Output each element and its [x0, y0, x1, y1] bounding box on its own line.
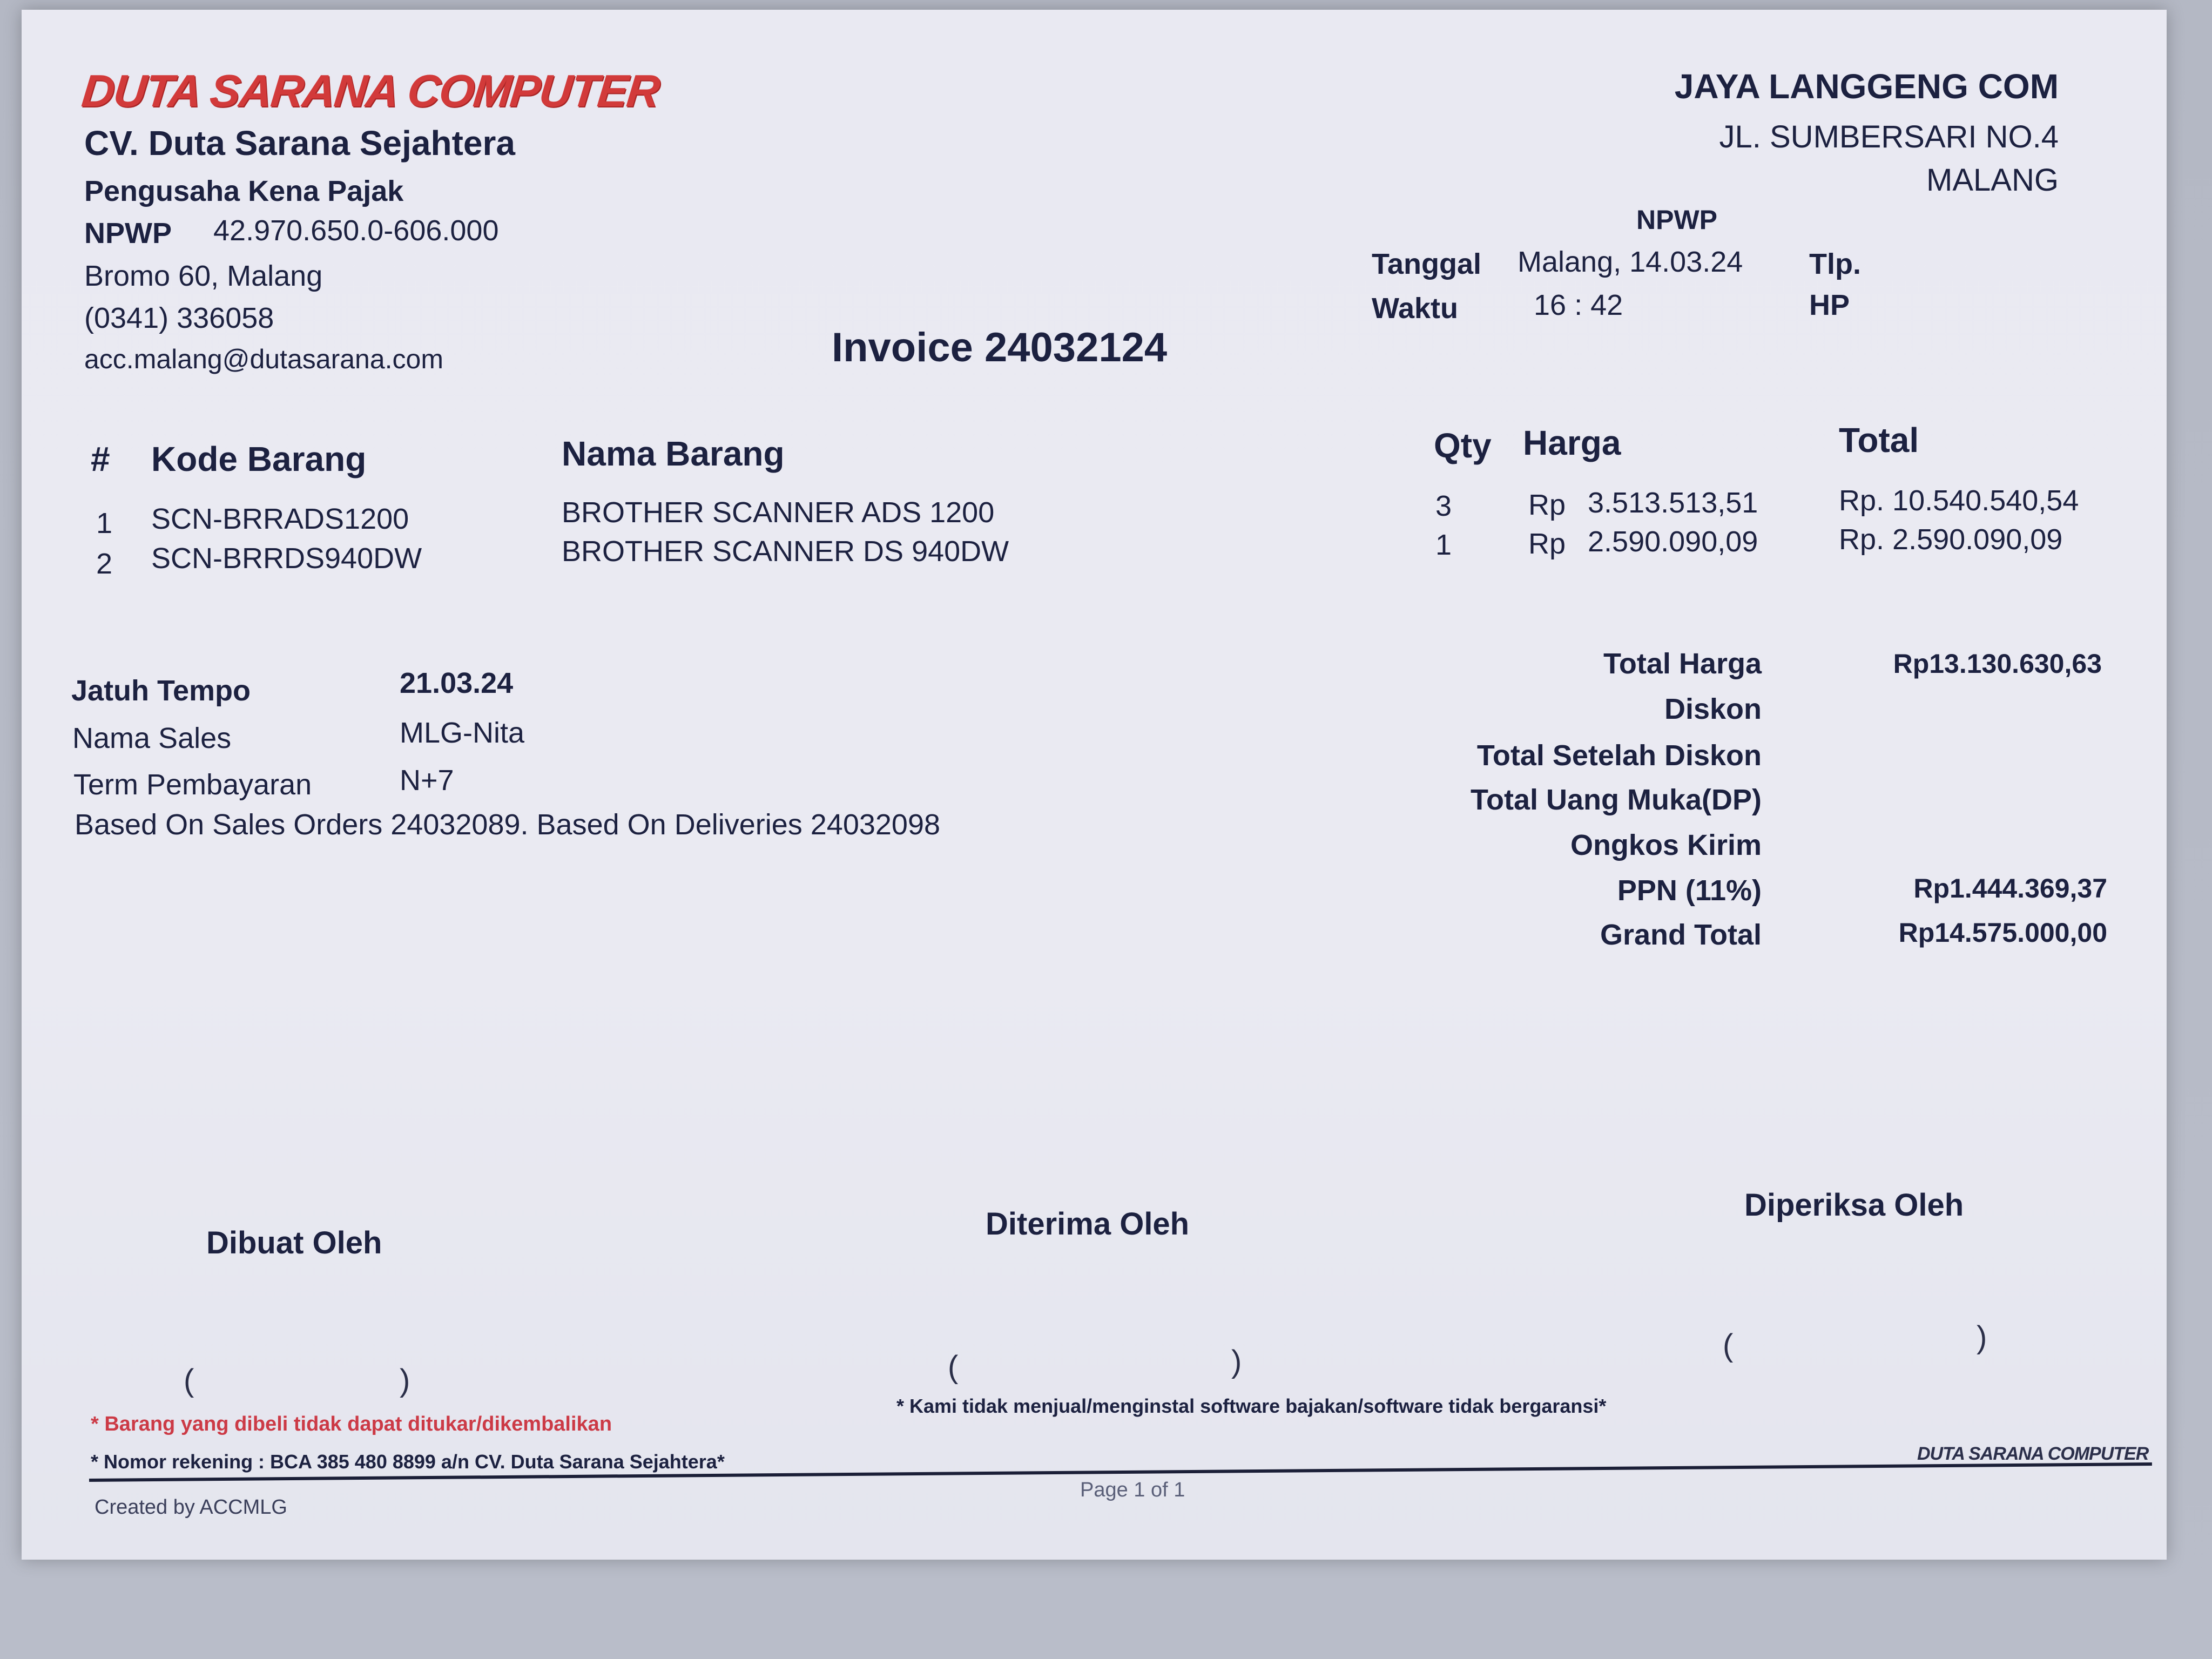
row-1-code: SCN-BRRADS1200	[151, 503, 409, 535]
diskon-label: Diskon	[1664, 693, 1762, 725]
col-header-total: Total	[1839, 421, 1919, 460]
hp-label: HP	[1809, 289, 1850, 321]
sig-checked-label: Diperiksa Oleh	[1744, 1188, 1964, 1223]
company-address: Bromo 60, Malang	[84, 260, 323, 292]
total-harga-value: Rp13.130.630,63	[1893, 649, 2102, 679]
footer-logo: DUTA SARANA COMPUTER	[1917, 1444, 2149, 1464]
term-value: N+7	[400, 764, 454, 797]
customer-npwp-label: NPWP	[1636, 205, 1717, 235]
company-email: acc.malang@dutasarana.com	[84, 344, 443, 374]
row-1-total: Rp. 10.540.540,54	[1839, 484, 2079, 517]
footer-page-number: Page 1 of 1	[1080, 1479, 1185, 1501]
invoice-paper	[22, 10, 2167, 1560]
sig-checked-paren-close: )	[1977, 1320, 1987, 1355]
time-value: 16 : 42	[1534, 289, 1623, 321]
row-2-no: 2	[96, 548, 113, 580]
col-header-qty: Qty	[1434, 426, 1492, 465]
sig-created-paren-close: )	[400, 1363, 410, 1398]
customer-address: JL. SUMBERSARI NO.4	[1719, 119, 2059, 154]
company-tax-status: Pengusaha Kena Pajak	[84, 175, 404, 207]
due-label: Jatuh Tempo	[71, 675, 251, 707]
company-npwp-label: NPWP	[84, 217, 172, 249]
col-header-name: Nama Barang	[562, 434, 785, 473]
sig-received-paren-close: )	[1231, 1344, 1242, 1379]
sales-label: Nama Sales	[72, 722, 232, 754]
note-software: * Kami tidak menjual/menginstal software bajakan/software tidak bergaransi*	[896, 1395, 1607, 1417]
col-header-code: Kode Barang	[151, 440, 367, 478]
note-no-return: * Barang yang dibeli tidak dapat ditukar/dikembalikan	[91, 1413, 612, 1435]
col-header-price: Harga	[1523, 423, 1621, 462]
company-phone: (0341) 336058	[84, 302, 274, 334]
row-1-no: 1	[96, 507, 113, 539]
customer-city: MALANG	[1926, 163, 2059, 198]
tlp-label: Tlp.	[1809, 248, 1861, 280]
company-npwp-value: 42.970.650.0-606.000	[213, 214, 499, 247]
col-header-no: #	[91, 440, 110, 478]
due-value: 21.03.24	[400, 667, 514, 699]
row-2-total: Rp. 2.590.090,09	[1839, 523, 2063, 556]
row-2-qty: 1	[1435, 529, 1452, 561]
ppn-label: PPN (11%)	[1617, 874, 1762, 907]
date-label: Tanggal	[1372, 248, 1482, 280]
ongkos-kirim-label: Ongkos Kirim	[1570, 829, 1762, 861]
time-label: Waktu	[1372, 292, 1458, 325]
ppn-value: Rp1.444.369,37	[1913, 873, 2107, 903]
sig-received-paren-open: (	[948, 1350, 959, 1385]
row-2-currency: Rp	[1528, 528, 1566, 560]
grand-total-value: Rp14.575.000,00	[1898, 918, 2107, 948]
company-logo: DUTA SARANA COMPUTER	[79, 65, 662, 116]
invoice-title: Invoice 24032124	[832, 325, 1168, 370]
sig-created-label: Dibuat Oleh	[206, 1225, 382, 1260]
sales-value: MLG-Nita	[400, 717, 525, 749]
row-1-name: BROTHER SCANNER ADS 1200	[562, 496, 995, 529]
row-1-price: 3.513.513,51	[1588, 487, 1758, 519]
row-1-currency: Rp	[1528, 489, 1566, 521]
note-bank: * Nomor rekening : BCA 385 480 8899 a/n CV. Duta Sarana Sejahtera*	[91, 1451, 725, 1473]
reference-text: Based On Sales Orders 24032089. Based On Deliveries 24032098	[75, 808, 941, 841]
sig-checked-paren-open: (	[1723, 1328, 1734, 1363]
sig-received-label: Diterima Oleh	[986, 1206, 1190, 1242]
date-value: Malang, 14.03.24	[1518, 246, 1743, 278]
sig-created-paren-open: (	[184, 1363, 194, 1398]
company-name: CV. Duta Sarana Sejahtera	[84, 124, 515, 163]
grand-total-label: Grand Total	[1600, 919, 1762, 951]
total-harga-label: Total Harga	[1603, 648, 1762, 680]
footer-created-by: Created by ACCMLG	[95, 1496, 287, 1519]
setelah-diskon-label: Total Setelah Diskon	[1476, 739, 1762, 772]
customer-name: JAYA LANGGENG COM	[1674, 67, 2059, 106]
row-2-name: BROTHER SCANNER DS 940DW	[562, 535, 1009, 568]
row-1-qty: 3	[1435, 490, 1452, 522]
row-2-price: 2.590.090,09	[1588, 525, 1758, 558]
term-label: Term Pembayaran	[73, 768, 312, 801]
uang-muka-label: Total Uang Muka(DP)	[1471, 784, 1762, 816]
row-2-code: SCN-BRRDS940DW	[151, 542, 422, 575]
